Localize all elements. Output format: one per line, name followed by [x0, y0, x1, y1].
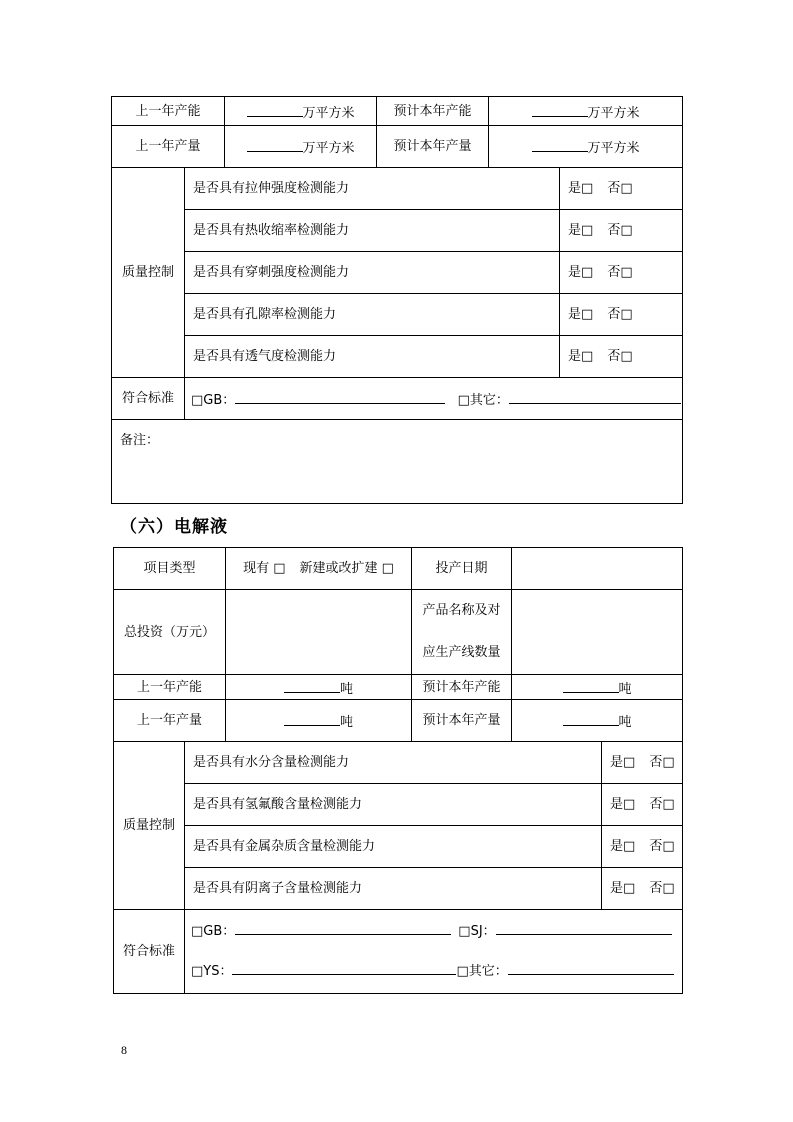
quality-item: 是否具有穿刺强度检测能力 [185, 252, 560, 294]
fill-blank[interactable] [247, 103, 303, 117]
row-label: 上一年产量 [112, 126, 225, 168]
row-label: 上一年产能 [112, 97, 225, 126]
table-row [112, 378, 683, 420]
sj-checkbox[interactable]: □SJ： [458, 923, 496, 939]
unit-label: 吨 [340, 715, 354, 730]
remarks-label: 备注： [120, 433, 160, 448]
start-date-field[interactable] [512, 548, 683, 590]
no-checkbox[interactable]: 否□ [607, 223, 633, 238]
investment-field[interactable] [226, 590, 412, 675]
yes-checkbox[interactable]: 是□ [610, 755, 636, 770]
row-label: 上一年产量 [114, 700, 226, 742]
yes-checkbox[interactable]: 是□ [610, 881, 636, 896]
yes-checkbox[interactable]: 是□ [568, 265, 594, 280]
table-row [114, 742, 683, 784]
unit-label: 吨 [618, 681, 632, 697]
table-row [114, 784, 683, 826]
table-row [112, 97, 683, 126]
quality-item: 是否具有阴离子含量检测能力 [185, 868, 602, 910]
quality-control-label: 质量控制 [114, 742, 185, 910]
investment-label: 总投资（万元） [114, 590, 226, 675]
gb-checkbox[interactable]: □GB： [191, 393, 236, 408]
no-checkbox[interactable]: 否□ [649, 755, 675, 770]
table-row [112, 210, 683, 252]
yes-checkbox[interactable]: 是□ [568, 181, 594, 196]
ys-field[interactable] [232, 961, 456, 975]
gb-field[interactable] [235, 390, 445, 404]
fill-blank[interactable] [284, 712, 340, 726]
quality-item: 是否具有水分含量检测能力 [185, 742, 602, 784]
yes-checkbox[interactable]: 是□ [610, 797, 636, 812]
table-row [112, 294, 683, 336]
no-checkbox[interactable]: 否□ [607, 181, 633, 196]
no-checkbox[interactable]: 否□ [649, 839, 675, 854]
project-type-label: 项目类型 [114, 548, 226, 590]
quality-item: 是否具有氢氟酸含量检测能力 [185, 784, 602, 826]
sj-field[interactable] [496, 921, 672, 935]
fill-blank[interactable] [532, 103, 588, 117]
unit-label: 吨 [618, 715, 632, 730]
remarks-cell[interactable] [112, 420, 683, 504]
yes-checkbox[interactable]: 是□ [568, 223, 594, 238]
table-row [112, 252, 683, 294]
gb-checkbox[interactable]: □GB： [191, 923, 236, 939]
fill-blank[interactable] [284, 679, 340, 693]
no-checkbox[interactable]: 否□ [649, 797, 675, 812]
quality-item: 是否具有拉伸强度检测能力 [185, 168, 560, 210]
separator-table [111, 96, 683, 504]
other-checkbox[interactable]: □其它： [456, 963, 508, 979]
yes-checkbox[interactable]: 是□ [610, 839, 636, 854]
quality-item: 是否具有孔隙率检测能力 [185, 294, 560, 336]
table-row [114, 700, 683, 742]
other-field[interactable] [509, 390, 681, 404]
quality-control-label: 质量控制 [112, 168, 185, 378]
table-row [114, 548, 683, 590]
section-heading: （六）电解液 [120, 517, 228, 537]
no-checkbox[interactable]: 否□ [607, 349, 633, 364]
fill-blank[interactable] [563, 712, 619, 726]
table-row [114, 675, 683, 700]
table-row [112, 126, 683, 168]
new-build-checkbox[interactable]: 新建或改扩建 □ [299, 561, 394, 576]
row-label: 预计本年产能 [377, 97, 489, 126]
yes-checkbox[interactable]: 是□ [568, 307, 594, 322]
unit-label: 万平方米 [302, 105, 355, 121]
unit-label: 万平方米 [302, 141, 355, 156]
unit-label: 吨 [340, 681, 354, 697]
fill-blank[interactable] [563, 679, 619, 693]
row-label: 预计本年产能 [412, 675, 512, 700]
no-checkbox[interactable]: 否□ [649, 881, 675, 896]
no-checkbox[interactable]: 否□ [607, 265, 633, 280]
unit-label: 万平方米 [587, 141, 640, 156]
standard-label: 符合标准 [112, 378, 185, 420]
gb-field[interactable] [235, 921, 451, 935]
standard-label: 符合标准 [114, 910, 185, 994]
start-date-label: 投产日期 [412, 548, 512, 590]
table-row [114, 590, 683, 675]
electrolyte-table [113, 547, 683, 994]
table-row [114, 868, 683, 910]
page-number: 8 [121, 1043, 127, 1057]
other-checkbox[interactable]: □其它： [457, 393, 509, 408]
product-label-line2: 应生产线数量 [422, 645, 501, 660]
fill-blank[interactable] [247, 138, 303, 152]
existing-checkbox[interactable]: 现有 □ [243, 561, 286, 576]
unit-label: 万平方米 [587, 105, 640, 121]
product-label-line1: 产品名称及对 [422, 603, 501, 618]
other-field[interactable] [508, 961, 674, 975]
table-row [114, 826, 683, 868]
table-row [112, 336, 683, 378]
no-checkbox[interactable]: 否□ [607, 307, 633, 322]
row-label: 预计本年产量 [412, 700, 512, 742]
product-field[interactable] [512, 590, 683, 675]
quality-item: 是否具有透气度检测能力 [185, 336, 560, 378]
table-row [112, 168, 683, 210]
quality-item: 是否具有金属杂质含量检测能力 [185, 826, 602, 868]
yes-checkbox[interactable]: 是□ [568, 349, 594, 364]
ys-checkbox[interactable]: □YS： [191, 963, 233, 979]
table-row [112, 420, 683, 504]
fill-blank[interactable] [532, 138, 588, 152]
quality-item: 是否具有热收缩率检测能力 [185, 210, 560, 252]
row-label: 上一年产能 [114, 675, 226, 700]
row-label: 预计本年产量 [377, 126, 489, 168]
table-row [114, 910, 683, 994]
